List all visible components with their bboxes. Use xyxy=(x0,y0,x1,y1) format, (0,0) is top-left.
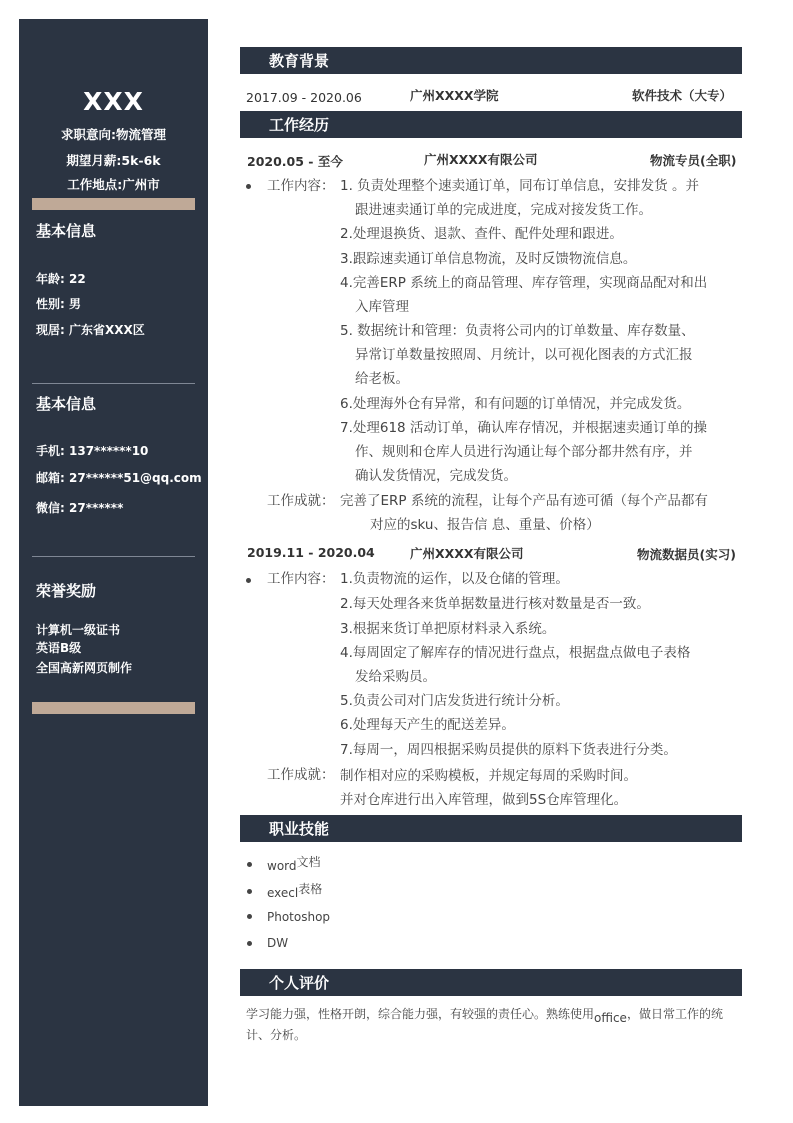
education-section-header xyxy=(240,47,742,74)
bullet-dot xyxy=(247,941,252,946)
bullet-dot xyxy=(246,184,251,189)
age-value: 22 xyxy=(69,272,86,286)
sidebar xyxy=(19,19,208,1106)
education-school: 广州XXXX学院 xyxy=(410,88,499,103)
skill-main: DW xyxy=(267,936,289,950)
gender-value: 男 xyxy=(69,297,82,311)
job1-line: 给老板。 xyxy=(355,371,409,387)
bullet-dot xyxy=(247,862,252,867)
job1-line: 跟进速卖通订单的完成进度，完成对接发货工作。 xyxy=(355,202,652,218)
honor-item: 英语B级 xyxy=(36,641,82,655)
job2-date: 2019.11 - 2020.04 xyxy=(247,545,375,560)
age-field xyxy=(36,270,86,287)
evaluation-section-header xyxy=(240,969,742,996)
expected-salary: 期望月薪:5k-6k xyxy=(66,153,161,168)
gender-field xyxy=(36,295,81,312)
job2-result-line: 并对仓库进行出入库管理，做到5S仓库管理化。 xyxy=(340,792,628,808)
work-location: 工作地点:广州市 xyxy=(67,177,160,192)
job1-line: 2.处理退换货、退款、查件、配件处理和跟进。 xyxy=(340,226,623,242)
wechat-value: 27****** xyxy=(69,501,124,515)
residence-label: 现居: xyxy=(36,323,65,337)
basic-info-title: 基本信息 xyxy=(36,222,97,240)
job1-date: 2020.05 - 至今 xyxy=(247,154,343,169)
phone-field xyxy=(36,442,148,459)
job1-result-line: 对应的sku、报告信 息、重量、价格） xyxy=(370,517,600,533)
evaluation-title: 个人评价 xyxy=(269,974,330,992)
skill-main: word xyxy=(267,859,297,873)
residence-field xyxy=(36,321,145,338)
job1-result-label: 工作成就： xyxy=(267,493,335,509)
skill-sup: 表格 xyxy=(298,882,323,896)
job2-line: 2.每天处理各来货单据数量进行核对数量是否一致。 xyxy=(340,596,650,612)
job1-line: 确认发货情况，完成发货。 xyxy=(355,468,517,484)
work-section-header xyxy=(240,111,742,138)
contact-info-title: 基本信息 xyxy=(36,395,97,413)
education-date: 2017.09 - 2020.06 xyxy=(246,90,362,105)
honors-title: 荣誉奖励 xyxy=(36,582,97,600)
skill-main: execl xyxy=(267,886,299,900)
skill-main: Photoshop xyxy=(267,910,331,924)
job2-line: 1.负责物流的运作，以及仓储的管理。 xyxy=(340,571,569,587)
honor-item: 计算机一级证书 xyxy=(36,623,121,637)
candidate-name: XXX xyxy=(83,87,144,116)
bullet-dot xyxy=(246,578,251,583)
email-label: 邮箱: xyxy=(36,471,65,485)
job2-result-line: 制作相对应的采购模板，并规定每周的采购时间。 xyxy=(340,768,637,784)
bullet-dot xyxy=(247,914,252,919)
job1-line: 异常订单数量按照周、月统计，以可视化图表的方式汇报 xyxy=(355,347,693,363)
job2-result-label: 工作成就： xyxy=(267,767,335,783)
evaluation-text-before: 学习能力强，性格开朗，综合能力强，有较强的责任心。熟练使用 xyxy=(246,1007,595,1021)
job2-line: 5.负责公司对门店发货进行统计分析。 xyxy=(340,693,569,709)
sidebar-divider-bar xyxy=(32,702,195,714)
education-major: 软件技术（大专） xyxy=(632,88,733,103)
phone-value: 137******10 xyxy=(69,444,149,458)
sidebar-divider-bar xyxy=(32,198,195,210)
job1-line: 6.处理海外仓有异常，和有问题的订单情况，并完成发货。 xyxy=(340,396,691,412)
job1-content-label: 工作内容： xyxy=(267,178,335,194)
job1-line: 5. 数据统计和管理：负责将公司内的订单数量、库存数量、 xyxy=(340,323,695,339)
age-label: 年龄: xyxy=(36,272,65,286)
wechat-label: 微信: xyxy=(36,501,65,515)
job2-line: 3.根据来货订单把原材料录入系统。 xyxy=(340,621,556,637)
job2-position: 物流数据员(实习) xyxy=(637,547,736,562)
bullet-dot xyxy=(247,889,252,894)
job2-line: 6.处理每天产生的配送差异。 xyxy=(340,717,515,733)
wechat-field xyxy=(36,499,123,516)
job1-line: 7.处理618 活动订单，确认库存情况，并根据速卖通订单的操 xyxy=(340,420,707,436)
email-value: 27******51@qq.com xyxy=(69,471,202,485)
skill-item xyxy=(267,853,321,873)
education-title: 教育背景 xyxy=(269,52,330,70)
honor-item: 全国高新网页制作 xyxy=(36,661,133,675)
skills-title: 职业技能 xyxy=(269,820,330,838)
sidebar-divider-line xyxy=(32,556,195,557)
job2-content-label: 工作内容： xyxy=(267,571,335,587)
job1-line: 作、规则和仓库人员进行沟通让每个部分都井然有序，并 xyxy=(355,444,693,460)
gender-label: 性别: xyxy=(36,297,65,311)
job1-line: 3.跟踪速卖通订单信息物流，及时反馈物流信息。 xyxy=(340,251,637,267)
job2-line: 发给采购员。 xyxy=(355,669,436,685)
job1-line: 1. 负责处理整个速卖通订单，同布订单信息，安排发货 。并 xyxy=(340,178,699,194)
residence-value: 广东省XXX区 xyxy=(69,323,145,337)
skill-item xyxy=(267,910,330,924)
work-title: 工作经历 xyxy=(269,116,330,134)
skill-item xyxy=(267,880,323,900)
job-intent: 求职意向:物流管理 xyxy=(61,127,166,142)
evaluation-text-sub: office xyxy=(594,1011,627,1025)
phone-label: 手机: xyxy=(36,444,65,458)
sidebar-divider-line xyxy=(32,383,195,384)
job1-result-line: 完善了ERP 系统的流程，让每个产品有迹可循（每个产品都有 xyxy=(340,493,708,509)
job1-company: 广州XXXX有限公司 xyxy=(424,152,538,167)
evaluation-text-after: ，做日常工作的统计、分析。 xyxy=(246,1007,723,1042)
job1-line: 入库管理 xyxy=(355,299,409,315)
job2-line: 7.每周一，周四根据采购员提供的原料下货表进行分类。 xyxy=(340,742,677,758)
evaluation-text xyxy=(246,1004,726,1046)
skill-item xyxy=(267,936,288,950)
job2-company: 广州XXXX有限公司 xyxy=(410,546,524,561)
skill-sup: 文档 xyxy=(296,855,321,869)
email-field xyxy=(36,469,202,486)
job1-position: 物流专员(全职) xyxy=(650,153,737,168)
skills-section-header xyxy=(240,815,742,842)
job2-line: 4.每周固定了解库存的情况进行盘点，根据盘点做电子表格 xyxy=(340,645,691,661)
job1-line: 4.完善ERP 系统上的商品管理、库存管理，实现商品配对和出 xyxy=(340,275,708,291)
